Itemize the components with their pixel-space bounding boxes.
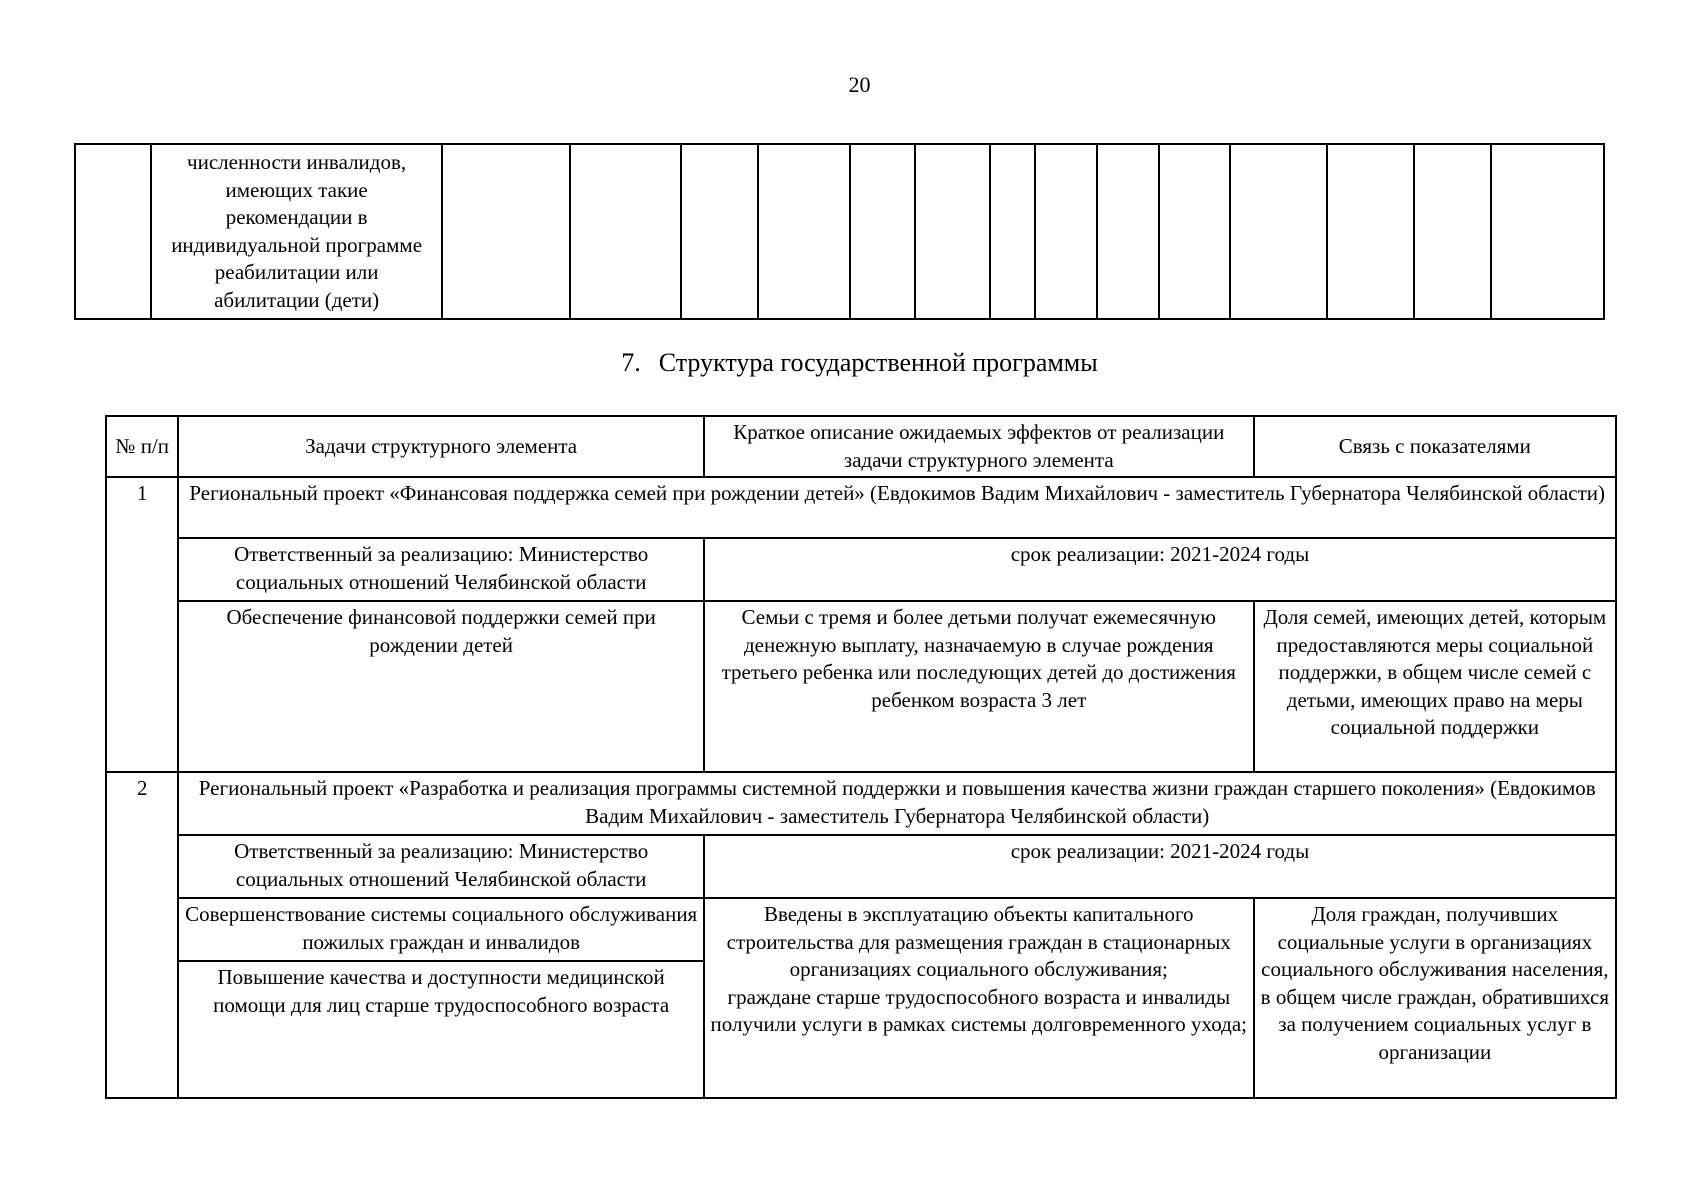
project-row xyxy=(106,477,1616,538)
project-title: Региональный проект «Разработка и реализация программы системной поддержки и повышения качества жизни граждан старшего поколения» (Евдокимов Вадим Михайлович - заместитель Губернатора Челябинской области) xyxy=(178,772,1616,835)
task-cell: Повышение качества и доступности медицинской помощи для лиц старше трудоспособного возраста xyxy=(178,961,703,1098)
page-number: 20 xyxy=(848,72,871,97)
continuation-table xyxy=(74,143,1605,320)
term-cell: срок реализации: 2021-2024 годы xyxy=(704,835,1616,898)
text-line: абилитации (дети) xyxy=(214,287,380,312)
project-number: 1 xyxy=(106,477,178,772)
header-desc: Краткое описание ожидаемых эффектов от реализации задачи структурного элемента xyxy=(704,416,1254,477)
text-line: рекомендации в xyxy=(225,205,368,229)
header-num: № п/п xyxy=(106,416,178,477)
responsible-cell: Ответственный за реализацию: Министерство социальных отношений Челябинской области xyxy=(178,538,703,601)
empty-cell xyxy=(1327,144,1414,319)
header-task: Задачи структурного элемента xyxy=(178,416,703,477)
effects-line: Введены в эксплуатацию объекты капитального строительства для размещения граждан в стационарных организациях социального обслуживания; xyxy=(726,902,1231,981)
responsible-row xyxy=(106,835,1616,898)
section-heading: Структура государственной программы xyxy=(658,348,1098,377)
section-number: 7. xyxy=(621,348,641,377)
empty-cell xyxy=(570,144,682,319)
section-title xyxy=(0,348,1698,378)
indicators-cell: Доля семей, имеющих детей, которым предоставляются меры социальной поддержки, в общем числе семей с детьми, имеющих право на меры социальной поддержки xyxy=(1254,601,1616,772)
text-line: индивидуальной программе xyxy=(171,232,423,257)
header-row xyxy=(106,416,1616,477)
text-line: реабилитации или xyxy=(214,260,379,284)
task-row xyxy=(106,898,1616,961)
empty-cell xyxy=(758,144,850,319)
effects-cell: Семьи с тремя и более детьми получат ежемесячную денежную выплату, назначаемую в случае рождения третьего ребенка или последующих детей до достижения ребенком возраста 3 лет xyxy=(704,601,1254,772)
empty-cell xyxy=(990,144,1035,319)
empty-cell xyxy=(915,144,991,319)
task-cell: Совершенствование системы социального обслуживания пожилых граждан и инвалидов xyxy=(178,898,703,961)
indicators-cell: Доля граждан, получивших социальные услуги в организациях социального обслуживания населения, в общем числе граждан, обратившихся за получением социальных услуг в организации xyxy=(1254,898,1616,1098)
effects-cell xyxy=(704,898,1254,1098)
empty-cell xyxy=(1230,144,1326,319)
indicator-name-cell xyxy=(151,144,441,319)
project-number: 2 xyxy=(106,772,178,1098)
empty-cell xyxy=(1097,144,1158,319)
text-line: имеющих такие xyxy=(225,177,368,202)
task-cell: Обеспечение финансовой поддержки семей при рождении детей xyxy=(178,601,703,772)
text-line: численности инвалидов, xyxy=(187,150,407,174)
empty-cell xyxy=(681,144,757,319)
effects-line: граждане старше трудоспособного возраста и инвалиды получили услуги в рамках системы долговременного ухода; xyxy=(710,984,1247,1036)
responsible-row xyxy=(106,538,1616,601)
responsible-cell: Ответственный за реализацию: Министерство социальных отношений Челябинской области xyxy=(178,835,703,898)
header-link: Связь с показателями xyxy=(1254,416,1616,477)
empty-cell xyxy=(1035,144,1097,319)
project-row xyxy=(106,772,1616,835)
structure-table xyxy=(105,415,1617,1099)
empty-cell xyxy=(1414,144,1491,319)
task-row xyxy=(106,601,1616,772)
empty-cell xyxy=(1159,144,1231,319)
empty-cell xyxy=(850,144,915,319)
empty-cell xyxy=(75,144,151,319)
empty-cell xyxy=(1491,144,1604,319)
empty-cell xyxy=(442,144,570,319)
term-cell: срок реализации: 2021-2024 годы xyxy=(704,538,1616,601)
project-title: Региональный проект «Финансовая поддержка семей при рождении детей» (Евдокимов Вадим Михайлович - заместитель Губернатора Челябинской области) xyxy=(178,477,1616,538)
